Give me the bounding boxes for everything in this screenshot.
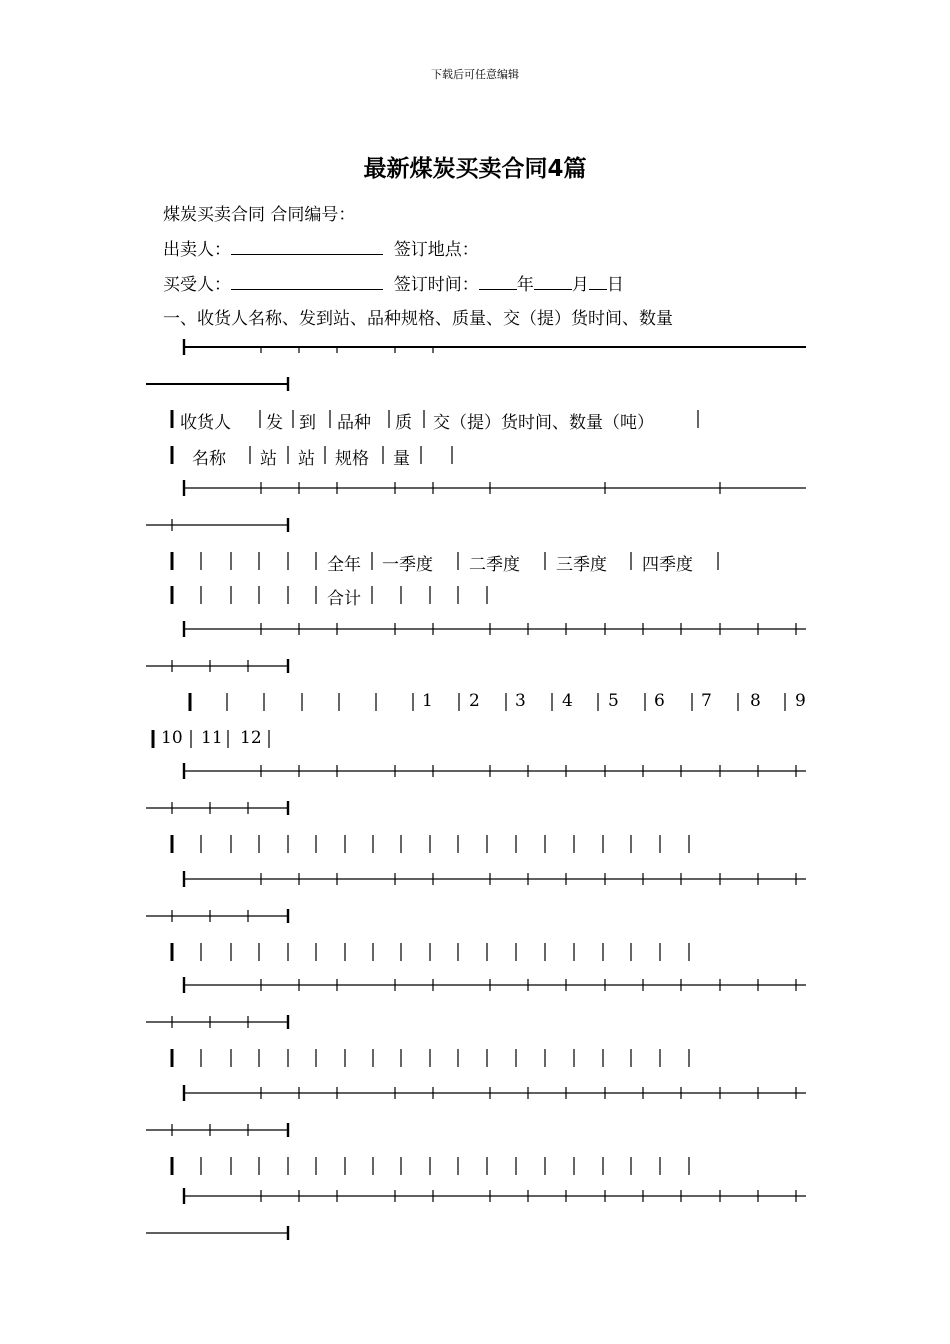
month-1: 1 — [422, 691, 433, 711]
month-8: 8 — [750, 691, 761, 711]
month-7: 7 — [701, 691, 712, 711]
period-q3: 三季度 — [556, 555, 607, 575]
sign-place-label: 签订地点： — [393, 240, 479, 260]
header-volume: 量 — [393, 449, 410, 469]
month-3: 3 — [515, 691, 526, 711]
header-station1: 站 — [260, 449, 277, 469]
day-label: 日 — [606, 275, 624, 295]
period-q4: 四季度 — [642, 555, 693, 575]
month-2: 2 — [469, 691, 480, 711]
document-title: 最新煤炭买卖合同4篇 — [363, 156, 587, 182]
month-5: 5 — [608, 691, 619, 711]
header-arrival: 到 — [299, 413, 316, 433]
period-q1: 一季度 — [382, 555, 433, 575]
month-6: 6 — [654, 691, 665, 711]
month-4: 4 — [562, 691, 573, 711]
header-station2: 站 — [298, 449, 315, 469]
month-12: 12 — [240, 728, 262, 748]
month-11: 11 — [201, 728, 223, 748]
contract-number-label: 煤炭买卖合同 合同编号： — [163, 205, 356, 225]
header-name: 名称 — [192, 449, 226, 469]
year-label: 年 — [516, 275, 534, 295]
header-delivery: 交（提）货时间、数量（吨） — [433, 413, 654, 433]
month-9: 9 — [795, 691, 806, 711]
header-variety: 品种 — [337, 413, 371, 433]
period-year: 全年 — [327, 555, 361, 575]
month-10: 10 — [161, 728, 183, 748]
header-note: 下载后可任意编辑 — [431, 68, 519, 81]
month-label: 月 — [571, 275, 589, 295]
sign-time-label: 签订时间： — [393, 275, 479, 295]
header-dispatch: 发 — [266, 413, 283, 433]
buyer-label: 买受人： — [163, 275, 231, 295]
period-q2: 二季度 — [469, 555, 520, 575]
section1-heading: 一、收货人名称、发到站、品种规格、质量、交（提）货时间、数量 — [163, 309, 673, 329]
seller-label: 出卖人： — [163, 240, 231, 260]
header-spec: 规格 — [335, 449, 369, 469]
period-total: 合计 — [327, 589, 361, 609]
header-consignee: 收货人 — [180, 413, 231, 433]
header-quality: 质 — [395, 413, 412, 433]
